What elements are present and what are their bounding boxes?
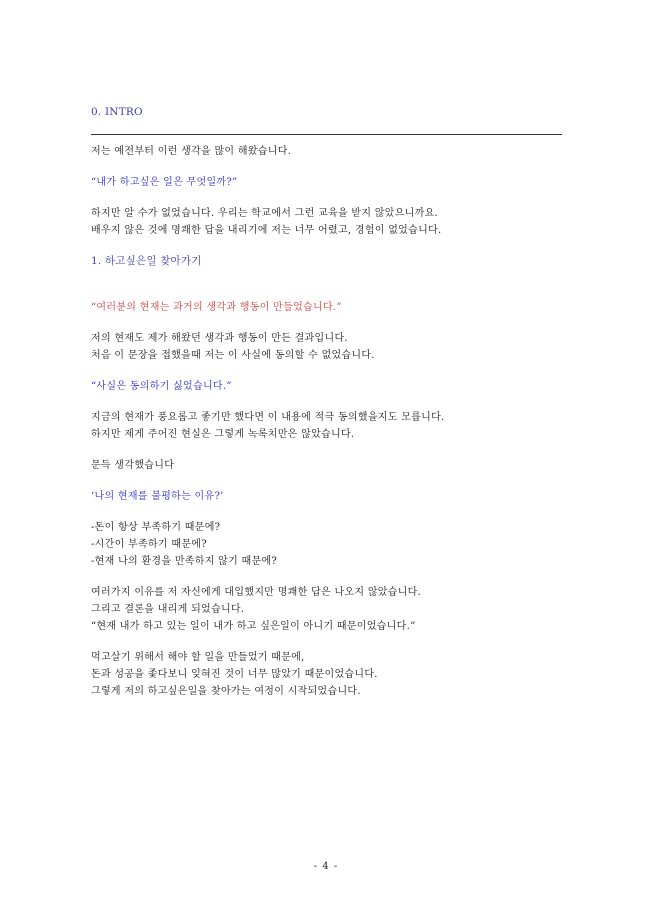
paragraph-journey-line-3: 그렇게 저의 하고싶은일을 찾아가는 여정이 시작되었습니다. — [91, 686, 361, 697]
list-item: -현재 나의 환경을 만족하지 않기 때문에? — [91, 556, 278, 567]
list-item: -시간이 부족하기 때문에? — [91, 539, 207, 550]
paragraph-conclusion-line-3: “현재 내가 하고 있는 일이 내가 하고 싶은일이 아니기 때문이었습니다.” — [91, 621, 416, 632]
quote-present-made-by-past: “여러분의 현재는 과거의 생각과 행동이 만들었습니다.” — [91, 302, 342, 313]
section-0-heading: 0. INTRO — [91, 106, 143, 118]
paragraph-my-present-line-2: 처음 이 문장을 접했을때 저는 이 사실에 동의할 수 없었습니다. — [91, 350, 375, 361]
paragraph-no-answer-line-1: 하지만 알 수가 없었습니다. 우리는 학교에서 그런 교육을 받지 않았으니까요. — [91, 208, 439, 219]
paragraph-journey-line-2: 돈과 성공을 좇다보니 잊혀진 것이 너무 많았기 때문이었습니다. — [91, 669, 378, 680]
paragraph-reality-line-2: 하지만 제게 주어진 현실은 그렇게 녹록치만은 않았습니다. — [91, 429, 355, 440]
quote-what-i-want: “내가 하고싶은 일은 무엇일까?” — [91, 177, 238, 188]
quote-reason-complaining: ‘나의 현재를 불평하는 이유?’ — [91, 491, 224, 502]
quote-did-not-want-to-agree: “사실은 동의하기 싫었습니다.” — [91, 381, 232, 392]
page-content — [91, 104, 565, 700]
paragraph-intro: 저는 예전부터 이런 생각을 많이 해왔습니다. — [91, 146, 292, 157]
paragraph-conclusion-line-1: 여러가지 이유를 저 자신에게 대입했지만 명쾌한 답은 나오지 않았습니다. — [91, 587, 422, 598]
page-number: - 4 - — [313, 861, 339, 872]
paragraph-my-present-line-1: 저의 현재도 제가 해왔던 생각과 행동이 만든 결과입니다. — [91, 333, 348, 344]
paragraph-reality-line-1: 지금의 현재가 풍요롭고 좋기만 했다면 이 내용에 적극 동의했을지도 모릅니다. — [91, 412, 445, 423]
section-1-heading: 1. 하고싶은일 찾아가기 — [91, 255, 202, 267]
heading-divider — [91, 134, 562, 135]
paragraph-conclusion-line-2: 그리고 결론을 내리게 되었습니다. — [91, 604, 245, 615]
paragraph-no-answer-line-2: 배우지 않은 것에 명쾌한 답을 내리기에 저는 너무 어렸고, 경험이 없었습니다. — [91, 225, 442, 236]
paragraph-suddenly-thought: 문득 생각했습니다 — [91, 460, 175, 471]
paragraph-journey-line-1: 먹고살기 위해서 해야 할 일을 만들었기 때문에, — [91, 652, 305, 663]
list-item: -돈이 항상 부족하기 때문에? — [91, 522, 221, 533]
